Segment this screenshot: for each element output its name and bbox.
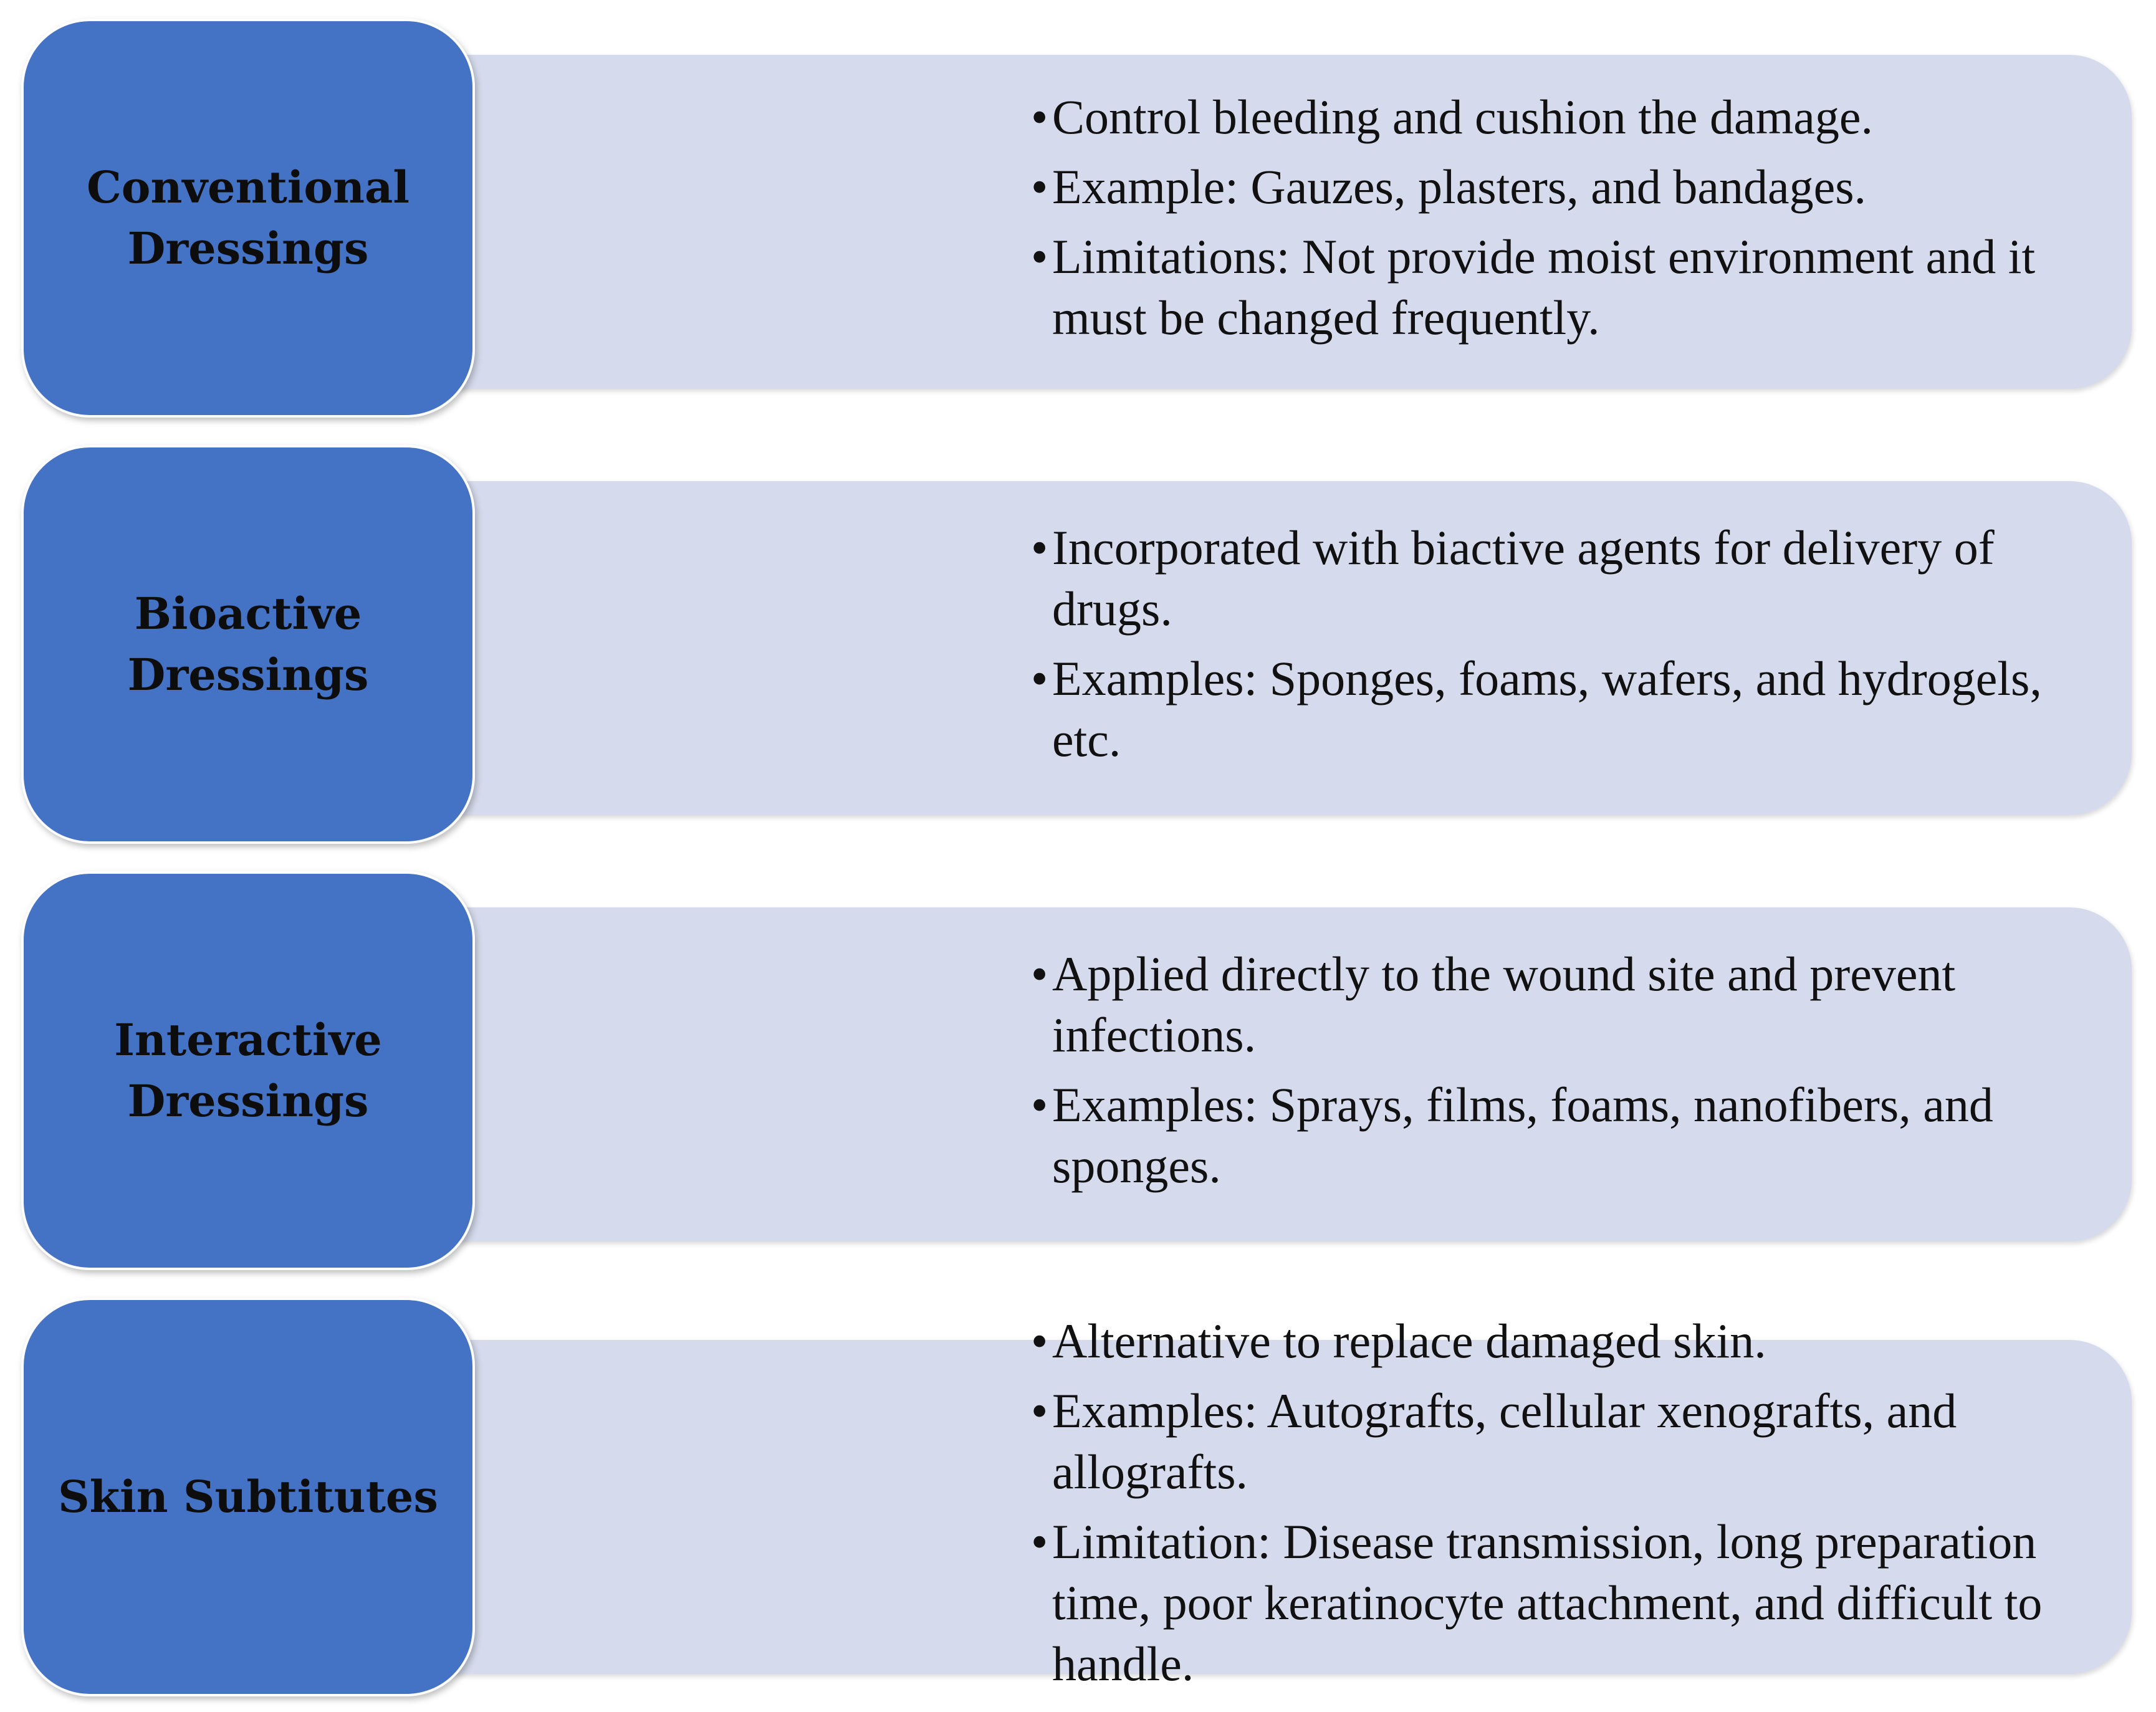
category-label-line: Dressings [127, 222, 369, 274]
dressing-row-bioactive [0, 445, 2156, 856]
category-label [68, 157, 428, 279]
bullet-text: Examples: Sponges, foams, wafers, and hydrogels, etc. [1052, 651, 2042, 767]
category-label-line: Interactive [114, 1014, 382, 1066]
category-label-line: Bioactive [134, 588, 362, 639]
bullet-text: Limitations: Not provide moist environment and it must be changed frequently. [1052, 229, 2036, 345]
bullet-item [1022, 944, 2057, 1066]
bullet-text: Examples: Autografts, cellular xenografts, and allografts. [1052, 1384, 1957, 1499]
category-label-box [21, 19, 475, 418]
category-label [95, 1010, 401, 1132]
bullet-icon: • [1031, 1514, 1048, 1569]
bullet-list [1022, 55, 2057, 389]
dressing-row-conventional [0, 19, 2156, 430]
bullet-text: Control bleeding and cushion the damage. [1052, 90, 1874, 144]
bullet-item [1022, 517, 2057, 639]
bullet-icon: • [1031, 520, 1048, 575]
bullet-item [1022, 1074, 2057, 1197]
bullet-list [1022, 907, 2057, 1241]
bullet-list [1022, 1314, 2057, 1691]
bullet-text: Applied directly to the wound site and prevent infections. [1052, 947, 1956, 1062]
category-label-box [21, 1298, 475, 1696]
bullet-item [1022, 1311, 2057, 1372]
dressing-row-skin-substitutes [0, 1298, 2156, 1709]
bullet-text: Limitation: Disease transmission, long preparation time, poor keratinocyte attachment, and difficult to handle. [1052, 1514, 2043, 1691]
dressing-row-interactive [0, 871, 2156, 1283]
detail-panel [449, 55, 2132, 389]
bullet-icon: • [1031, 1384, 1048, 1438]
bullet-text: Examples: Sprays, films, foams, nanofibers, and sponges. [1052, 1078, 1993, 1193]
category-label-line: Skin Subtitutes [58, 1471, 438, 1523]
category-label-line: Dressings [127, 1075, 369, 1127]
bullet-icon: • [1031, 90, 1048, 144]
bullet-item [1022, 156, 2057, 218]
category-label-line: Conventional [87, 161, 410, 213]
category-label-box [21, 871, 475, 1270]
category-label-line: Dressings [127, 649, 369, 701]
detail-panel [449, 1314, 2132, 1691]
category-label [109, 583, 388, 705]
detail-panel [449, 907, 2132, 1241]
bullet-item [1022, 648, 2057, 770]
bullet-icon: • [1031, 651, 1048, 705]
bullet-text: Example: Gauzes, plasters, and bandages. [1052, 160, 1867, 214]
bullet-icon: • [1031, 160, 1048, 214]
bullet-item [1022, 1380, 2057, 1503]
bullet-text: Incorporated with biactive agents for delivery of drugs. [1052, 520, 1995, 636]
category-label-box [21, 445, 475, 844]
bullet-text: Alternative to replace damaged skin. [1052, 1314, 1766, 1368]
bullet-icon: • [1031, 229, 1048, 284]
bullet-icon: • [1031, 947, 1048, 1001]
bullet-icon: • [1031, 1314, 1048, 1368]
bullet-item [1022, 226, 2057, 348]
detail-panel [449, 481, 2132, 815]
bullet-item [1022, 1511, 2057, 1695]
bullet-list [1022, 481, 2057, 815]
bullet-icon: • [1031, 1078, 1048, 1132]
bullet-item [1022, 87, 2057, 148]
category-label [39, 1466, 457, 1528]
